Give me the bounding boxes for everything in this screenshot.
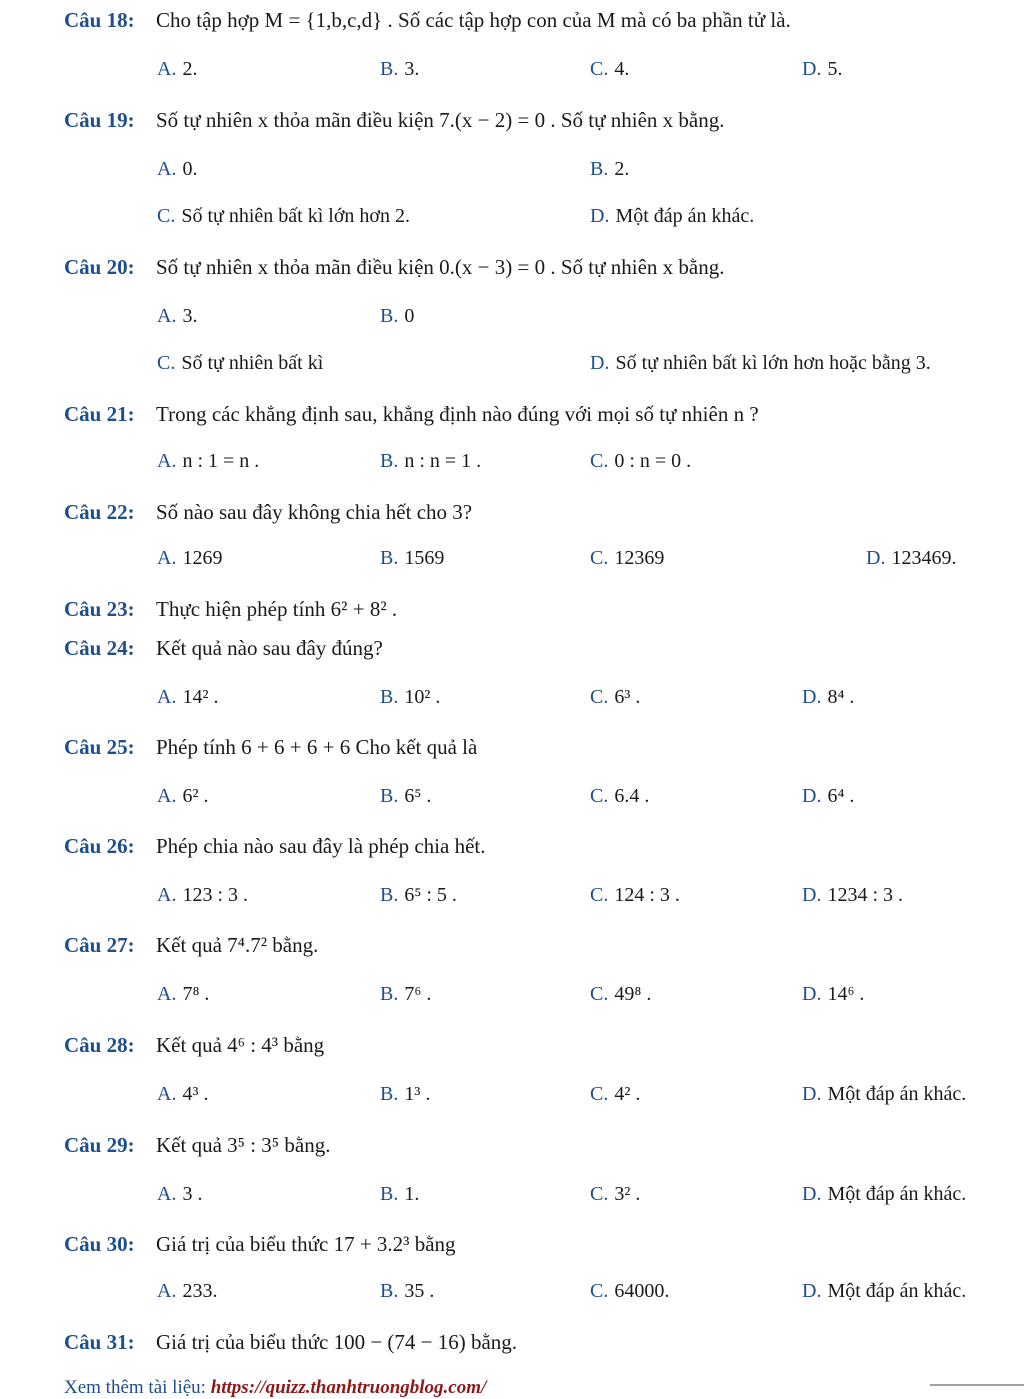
option-d [866, 547, 956, 570]
option-b [380, 884, 457, 907]
option-a [157, 884, 248, 907]
option-letter: A. [157, 1083, 177, 1105]
question-text: Kết quả 3⁵ : 3⁵ bằng. [156, 1133, 331, 1157]
option-letter: B. [380, 58, 399, 80]
question-label: Câu 23: [64, 597, 135, 621]
option-letter: A. [157, 1280, 177, 1302]
option-b [380, 1183, 419, 1206]
option-c [590, 547, 664, 570]
footer-link[interactable]: https://quizz.thanhtruongblog.com/ [210, 1377, 487, 1398]
option-a [157, 1280, 217, 1303]
option-letter: A. [157, 305, 177, 327]
option-letter: A. [157, 58, 177, 80]
options-18 [0, 58, 1024, 86]
option-d [802, 1083, 966, 1106]
option-d [802, 686, 854, 709]
option-letter: B. [380, 983, 399, 1005]
option-text: 1. [404, 1183, 420, 1205]
option-b [380, 1280, 434, 1303]
option-b [380, 785, 431, 808]
options-25 [0, 785, 1024, 813]
question-20 [64, 255, 724, 280]
option-text: 6⁵ . [404, 785, 432, 807]
question-text: Kết quả 7⁴.7² bằng. [156, 933, 319, 957]
question-text: Kết quả 4⁶ : 4³ bằng [156, 1033, 325, 1057]
option-text: 6³ . [614, 686, 641, 708]
option-a [157, 686, 218, 709]
option-text: 3² . [614, 1183, 641, 1205]
option-letter: C. [590, 58, 609, 80]
option-c [157, 205, 410, 228]
options-29 [0, 1183, 1024, 1211]
option-text: 233. [182, 1280, 218, 1302]
question-22 [64, 500, 472, 525]
option-letter: A. [157, 785, 177, 807]
option-letter: A. [157, 547, 177, 569]
option-text: 7⁶ . [404, 983, 432, 1005]
option-text: 14² . [182, 686, 219, 708]
option-d [590, 352, 931, 375]
question-label: Câu 25: [64, 735, 135, 759]
option-letter: A. [157, 884, 177, 906]
option-letter: D. [802, 983, 822, 1005]
option-c [590, 1280, 669, 1303]
option-letter: C. [590, 1280, 609, 1302]
options-24 [0, 686, 1024, 714]
question-30 [64, 1232, 456, 1257]
option-d [802, 1280, 966, 1303]
option-text: 1569 [404, 547, 445, 569]
options-30 [0, 1280, 1024, 1308]
option-text: 123 : 3 . [182, 884, 249, 906]
option-letter: C. [157, 205, 176, 227]
option-letter: C. [157, 352, 176, 374]
option-letter: D. [802, 686, 822, 708]
option-c [590, 450, 691, 473]
option-text: 0. [182, 158, 198, 180]
option-a [157, 547, 222, 570]
question-25 [64, 735, 477, 760]
option-letter: A. [157, 158, 177, 180]
option-text: Một đáp án khác. [827, 1083, 967, 1105]
question-text: Cho tập hợp M = {1,b,c,d} . Số các tập hợp con của M mà có ba phần tử là. [156, 8, 791, 32]
option-text: 124 : 3 . [614, 884, 680, 906]
question-19 [64, 108, 724, 133]
option-letter: D. [802, 58, 822, 80]
question-label: Câu 18: [64, 8, 135, 32]
option-b [380, 547, 444, 570]
option-d [590, 205, 754, 228]
option-letter: B. [380, 1183, 399, 1205]
question-text: Số tự nhiên x thỏa mãn điều kiện 0.(x − 3) = 0 . Số tự nhiên x bằng. [156, 255, 725, 279]
option-text: 1269 [182, 547, 223, 569]
option-text: 4² . [614, 1083, 641, 1105]
option-letter: D. [802, 1280, 822, 1302]
option-d [802, 983, 864, 1006]
question-29 [64, 1133, 330, 1158]
option-text: 4. [614, 58, 630, 80]
option-text: 123469. [891, 547, 957, 569]
option-letter: A. [157, 1183, 177, 1205]
option-text: 1³ . [404, 1083, 431, 1105]
option-letter: D. [802, 1183, 822, 1205]
option-letter: C. [590, 686, 609, 708]
option-d [802, 1183, 966, 1206]
option-b [380, 450, 481, 473]
question-label: Câu 20: [64, 255, 135, 279]
option-letter: B. [380, 547, 399, 569]
question-label: Câu 28: [64, 1033, 135, 1057]
option-letter: D. [590, 205, 610, 227]
option-a [157, 305, 197, 328]
options-27 [0, 983, 1024, 1011]
option-text: Số tự nhiên bất kì [181, 352, 324, 374]
options-19-row1 [0, 158, 1024, 186]
option-b [380, 983, 431, 1006]
question-text: Phép tính 6 + 6 + 6 + 6 Cho kết quả là [156, 735, 478, 759]
options-28 [0, 1083, 1024, 1111]
option-text: 14⁶ . [827, 983, 865, 1005]
option-text: 49⁸ . [614, 983, 652, 1005]
options-20-row1 [0, 305, 1024, 333]
option-c [590, 785, 649, 808]
footer-divider [930, 1384, 1024, 1386]
option-letter: B. [590, 158, 609, 180]
option-text: 3. [182, 305, 198, 327]
option-text: 8⁴ . [827, 686, 855, 708]
option-letter: A. [157, 983, 177, 1005]
question-text: Số nào sau đây không chia hết cho 3? [156, 500, 473, 524]
option-letter: C. [590, 785, 609, 807]
question-21 [64, 402, 759, 427]
question-text: Kết quả nào sau đây đúng? [156, 636, 383, 660]
option-letter: B. [380, 686, 399, 708]
option-letter: D. [590, 352, 610, 374]
option-text: Số tự nhiên bất kì lớn hơn hoặc bằng 3. [615, 352, 931, 374]
option-c [590, 1183, 640, 1206]
option-text: 12369 [614, 547, 665, 569]
question-label: Câu 22: [64, 500, 135, 524]
option-letter: C. [590, 884, 609, 906]
options-19-row2 [0, 205, 1024, 233]
option-letter: D. [802, 1083, 822, 1105]
question-text: Số tự nhiên x thỏa mãn điều kiện 7.(x − 2) = 0 . Số tự nhiên x bằng. [156, 108, 725, 132]
option-text: 6⁴ . [827, 785, 855, 807]
option-d [802, 884, 903, 907]
option-text: 2. [614, 158, 630, 180]
option-letter: B. [380, 785, 399, 807]
option-c [590, 884, 680, 907]
option-letter: D. [802, 884, 822, 906]
option-text: 6⁵ : 5 . [404, 884, 457, 906]
option-text: Một đáp án khác. [827, 1280, 967, 1302]
option-letter: D. [802, 785, 822, 807]
question-18 [64, 8, 791, 33]
option-text: 3. [404, 58, 420, 80]
option-c [157, 352, 323, 375]
option-text: 64000. [614, 1280, 670, 1302]
question-28 [64, 1033, 324, 1058]
options-20-row2 [0, 352, 1024, 380]
option-text: 35 . [404, 1280, 435, 1302]
option-c [590, 686, 640, 709]
option-text: 6.4 . [614, 785, 650, 807]
options-26 [0, 884, 1024, 912]
option-letter: C. [590, 547, 609, 569]
option-c [590, 58, 629, 81]
question-27 [64, 933, 318, 958]
option-a [157, 58, 197, 81]
option-letter: C. [590, 450, 609, 472]
question-label: Câu 30: [64, 1232, 135, 1256]
option-text: 5. [827, 58, 843, 80]
option-text: 2. [182, 58, 198, 80]
option-b [380, 686, 440, 709]
option-letter: B. [380, 884, 399, 906]
question-label: Câu 24: [64, 636, 135, 660]
option-letter: A. [157, 450, 177, 472]
option-text: 0 [404, 305, 415, 327]
option-text: 7⁸ . [182, 983, 210, 1005]
option-letter: B. [380, 305, 399, 327]
question-label: Câu 29: [64, 1133, 135, 1157]
option-text: 1234 : 3 . [827, 884, 904, 906]
options-22 [0, 547, 1024, 575]
option-b [380, 305, 414, 328]
footer-prefix: Xem thêm tài liệu: [64, 1377, 211, 1398]
question-text: Giá trị của biểu thức 100 − (74 − 16) bằng. [156, 1330, 518, 1354]
option-text: n : n = 1 . [404, 450, 482, 472]
question-label: Câu 21: [64, 402, 135, 426]
option-b [380, 58, 419, 81]
option-letter: B. [380, 1280, 399, 1302]
option-a [157, 450, 259, 473]
option-c [590, 983, 651, 1006]
question-label: Câu 19: [64, 108, 135, 132]
option-d [802, 785, 854, 808]
option-letter: B. [380, 1083, 399, 1105]
question-26 [64, 834, 485, 859]
question-text: Thực hiện phép tính 6² + 8² . [156, 597, 398, 621]
option-text: 4³ . [182, 1083, 209, 1105]
option-text: 0 : n = 0 . [614, 450, 692, 472]
option-letter: A. [157, 686, 177, 708]
option-text: 10² . [404, 686, 441, 708]
question-23 [64, 597, 397, 622]
option-text: n : 1 = n . [182, 450, 260, 472]
option-text: Một đáp án khác. [827, 1183, 967, 1205]
option-text: 3 . [182, 1183, 203, 1205]
option-a [157, 785, 208, 808]
question-label: Câu 31: [64, 1330, 135, 1354]
footer [64, 1377, 486, 1399]
option-d [802, 58, 842, 81]
option-a [157, 158, 197, 181]
option-b [590, 158, 629, 181]
option-c [590, 1083, 640, 1106]
option-letter: B. [380, 450, 399, 472]
options-21 [0, 450, 1024, 478]
question-label: Câu 26: [64, 834, 135, 858]
question-text: Phép chia nào sau đây là phép chia hết. [156, 834, 486, 858]
question-31 [64, 1330, 517, 1355]
option-letter: C. [590, 1183, 609, 1205]
option-a [157, 1083, 208, 1106]
option-letter: D. [866, 547, 886, 569]
question-text: Trong các khẳng định sau, khẳng định nào đúng với mọi số tự nhiên n ? [156, 402, 759, 426]
option-b [380, 1083, 430, 1106]
option-a [157, 1183, 202, 1206]
option-letter: C. [590, 1083, 609, 1105]
question-24 [64, 636, 383, 661]
option-text: Số tự nhiên bất kì lớn hơn 2. [181, 205, 410, 227]
option-letter: C. [590, 983, 609, 1005]
option-text: Một đáp án khác. [615, 205, 755, 227]
question-text: Giá trị của biểu thức 17 + 3.2³ bằng [156, 1232, 456, 1256]
option-a [157, 983, 209, 1006]
question-label: Câu 27: [64, 933, 135, 957]
option-text: 6² . [182, 785, 209, 807]
